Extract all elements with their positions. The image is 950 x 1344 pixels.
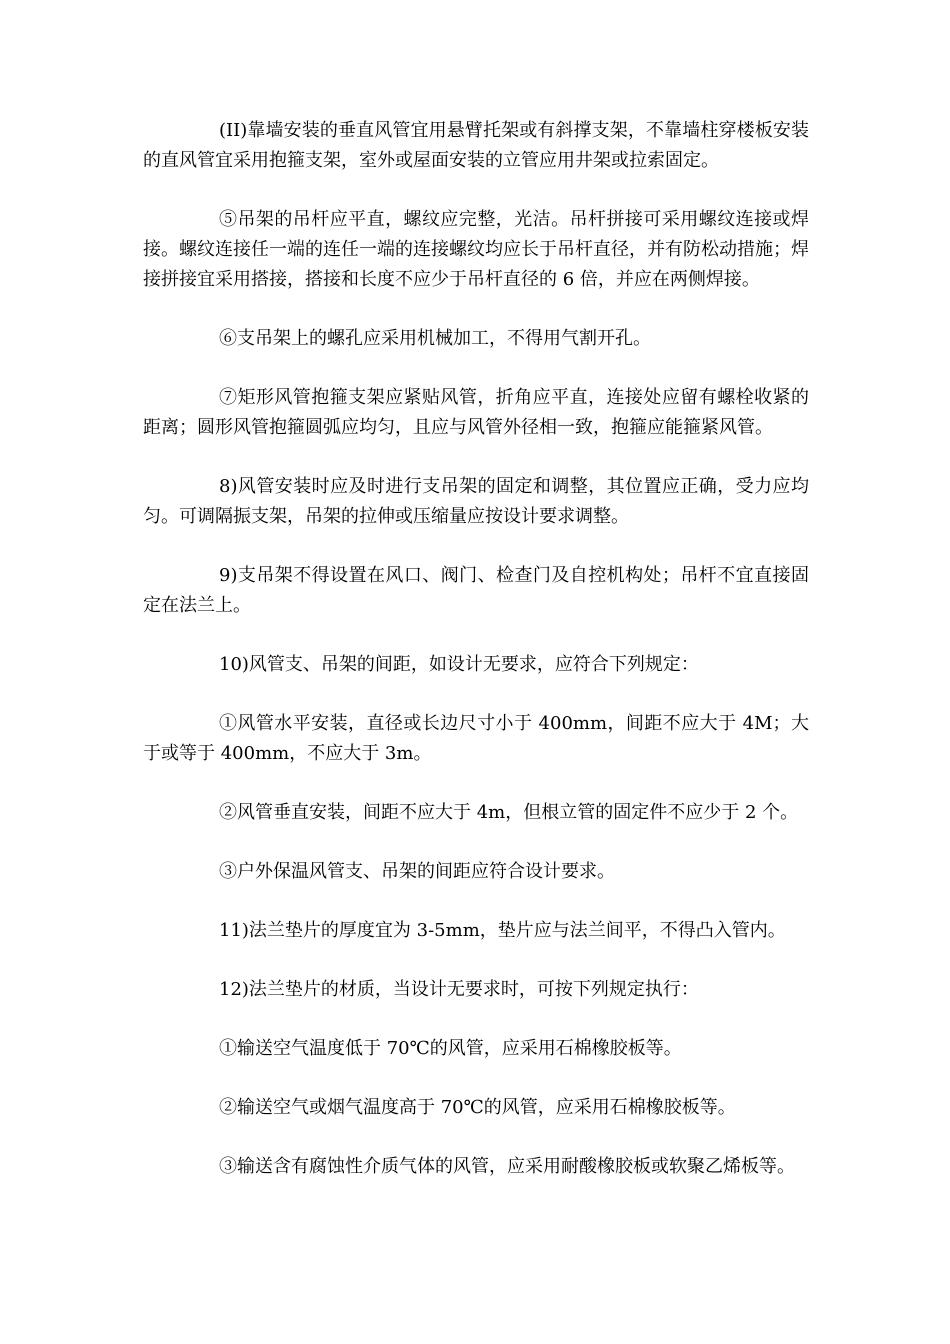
- paragraph-low-temperature-gasket: ①输送空气温度低于 70℃的风管，应采用石棉橡胶板等。: [219, 1038, 682, 1059]
- paragraph-gasket-material: 12)法兰垫片的材质，当设计无要求时，可按下列规定执行：: [219, 979, 699, 1000]
- paragraph-hoop-supports: ⑦矩形风管抱箍支架应紧贴风管，折角应平直，连接处应留有螺栓收紧的距离；圆形风管抱箍圆弧应均匀，且应与风管外径相一致，抱箍应能箍紧风管。: [143, 387, 809, 438]
- paragraph-bolt-holes: ⑥支吊架上的螺孔应采用机械加工，不得用气割开孔。: [219, 328, 651, 349]
- paragraph-high-temperature-gasket: ②输送空气或烟气温度高于 70℃的风管，应采用石棉橡胶板等。: [219, 1097, 736, 1118]
- paragraph-outdoor-spacing: ③户外保温风管支、吊架的间距应符合设计要求。: [219, 861, 615, 882]
- paragraph-wall-mounted-supports: (II)靠墙安装的垂直风管宜用悬臂托架或有斜撑支架，不靠墙柱穿楼板安装的直风管宜采用抱箍支架，室外或屋面安装的立管应用井架或拉索固定。: [143, 120, 809, 171]
- paragraph-hanger-rods: ⑤吊架的吊杆应平直，螺纹应完整，光洁。吊杆拼接可采用螺纹连接或焊接。螺纹连接任一端的连任一端的连接螺纹均应长于吊杆直径，并有防松动措施；焊接拼接宜采用搭接，搭接和长度不应少于吊杆直径的 6 倍，并应在两侧焊接。: [143, 209, 809, 290]
- paragraph-corrosive-gasket: ③输送含有腐蚀性介质气体的风管，应采用耐酸橡胶板或软聚乙烯板等。: [219, 1156, 795, 1177]
- document-body: [143, 116, 809, 1211]
- paragraph-support-spacing: 10)风管支、吊架的间距，如设计无要求，应符合下列规定：: [219, 654, 699, 675]
- paragraph-gasket-thickness: 11)法兰垫片的厚度宜为 3-5mm，垫片应与法兰间平，不得凸入管内。: [219, 920, 786, 941]
- paragraph-vertical-spacing: ②风管垂直安装，间距不应大于 4m，但根立管的固定件不应少于 2 个。: [219, 802, 799, 823]
- paragraph-support-adjustment: 8)风管安装时应及时进行支吊架的固定和调整，其位置应正确，受力应均匀。可调隔振支架，吊架的拉伸或压缩量应按设计要求调整。: [143, 476, 809, 527]
- paragraph-horizontal-spacing: ①风管水平安装，直径或长边尺寸小于 400mm，间距不应大于 4M；大于或等于 400mm，不应大于 3m。: [143, 713, 809, 764]
- paragraph-support-placement: 9)支吊架不得设置在风口、阀门、检查门及自控机构处；吊杆不宜直接固定在法兰上。: [143, 565, 809, 616]
